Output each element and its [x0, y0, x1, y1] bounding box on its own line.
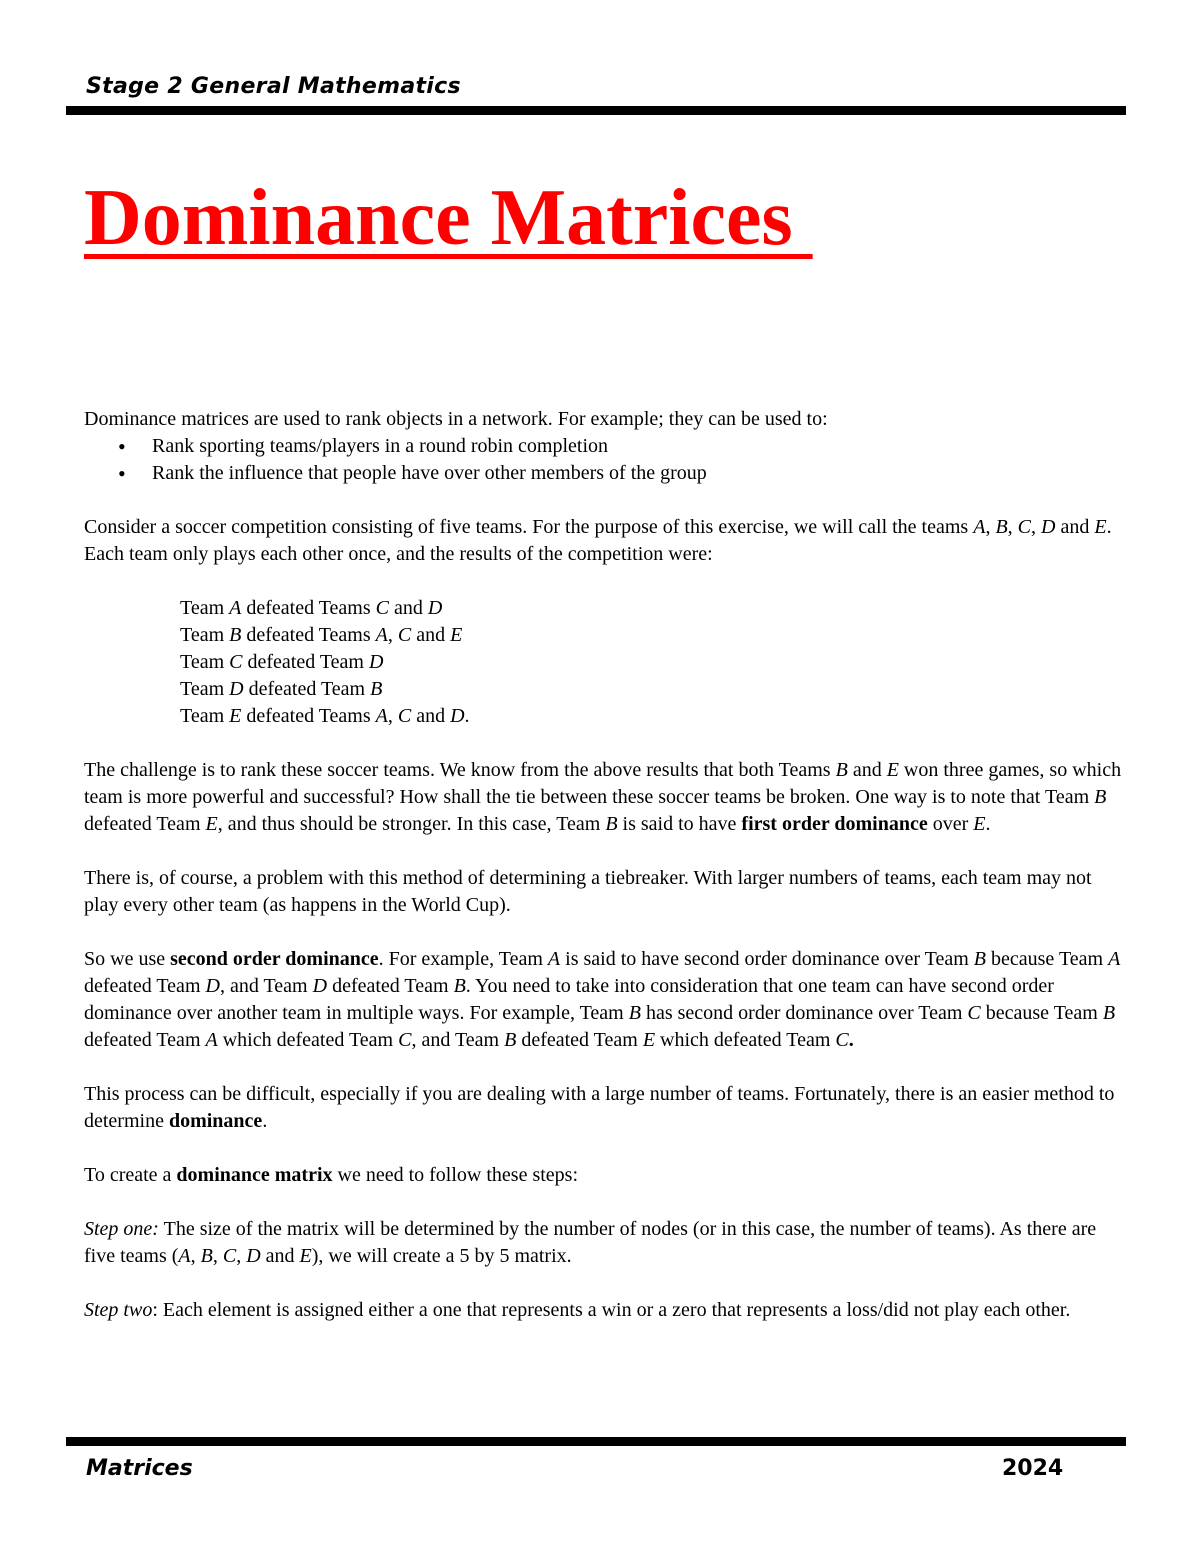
intro-paragraph: Dominance matrices are used to rank objects in a network. For example; they can be used to: [84, 408, 828, 430]
page-title: Dominance Matrices [84, 174, 813, 262]
header-title: Stage 2 General Mathematics [86, 74, 461, 99]
header-rule [66, 106, 1126, 115]
intro-bullet-list [84, 433, 1124, 487]
step-two-paragraph: Step two: Each element is assigned either a one that represents a win or a zero that represents a loss/did not play each other. [84, 1299, 1071, 1321]
page-number: 1 [1108, 1434, 1115, 1449]
challenge-paragraph: The challenge is to rank these soccer teams. We know from the above results that both Teams B and E won three games, so which team is more powerful and successful? How shall the tie between these soccer teams be broken. One way is to note that Team B defeated Team E, and thus should be stronger. In this case, Team B is said to have first order dominance over E. [84, 759, 1122, 835]
second-order-paragraph: So we use second order dominance. For example, Team A is said to have second order dominance over Team B because Team A defeated Team D, and Team D defeated Team B. You need to take into consideration that one team can have second order dominance over another team in multiple ways. For example, Team B has second order dominance over Team C because Team B defeated Team A which defeated Team C, and Team B defeated Team E which defeated Team C. [84, 948, 1121, 1051]
footer-rule [66, 1437, 1126, 1446]
results-list [84, 595, 1124, 730]
consider-paragraph: Consider a soccer competition consisting of five teams. For the purpose of this exercise, we will call the teams A, B, C, D and E. Each team only plays each other once, and the results of the competition were: [84, 516, 1112, 565]
list-item: • Rank sporting teams/players in a round robin completion [84, 433, 1124, 460]
footer-year: 2024 [1002, 1456, 1064, 1481]
result-line: Team E defeated Teams A, C and D. [180, 705, 470, 727]
result-line: Team C defeated Team D [180, 651, 384, 673]
step-one-paragraph: Step one: The size of the matrix will be determined by the number of nodes (or in this case, the number of teams). As there are five teams (A, B, C, D and E), we will create a 5 by 5 matrix. [84, 1218, 1097, 1267]
footer-topic: Matrices [86, 1456, 193, 1481]
result-line: Team B defeated Teams A, C and E [180, 624, 463, 646]
result-line: Team D defeated Team B [180, 678, 383, 700]
problem-paragraph: There is, of course, a problem with this method of determining a tiebreaker. With larger numbers of teams, each team may not play every other team (as happens in the World Cup). [84, 867, 1092, 916]
process-paragraph: This process can be difficult, especially if you are dealing with a large number of teams. Fortunately, there is an easier method to determine dominance. [84, 1083, 1115, 1132]
list-item: • Rank the influence that people have over other members of the group [84, 460, 1124, 487]
document-body [84, 406, 1124, 1324]
create-paragraph: To create a dominance matrix we need to follow these steps: [84, 1164, 579, 1186]
result-line: Team A defeated Teams C and D [180, 597, 443, 619]
